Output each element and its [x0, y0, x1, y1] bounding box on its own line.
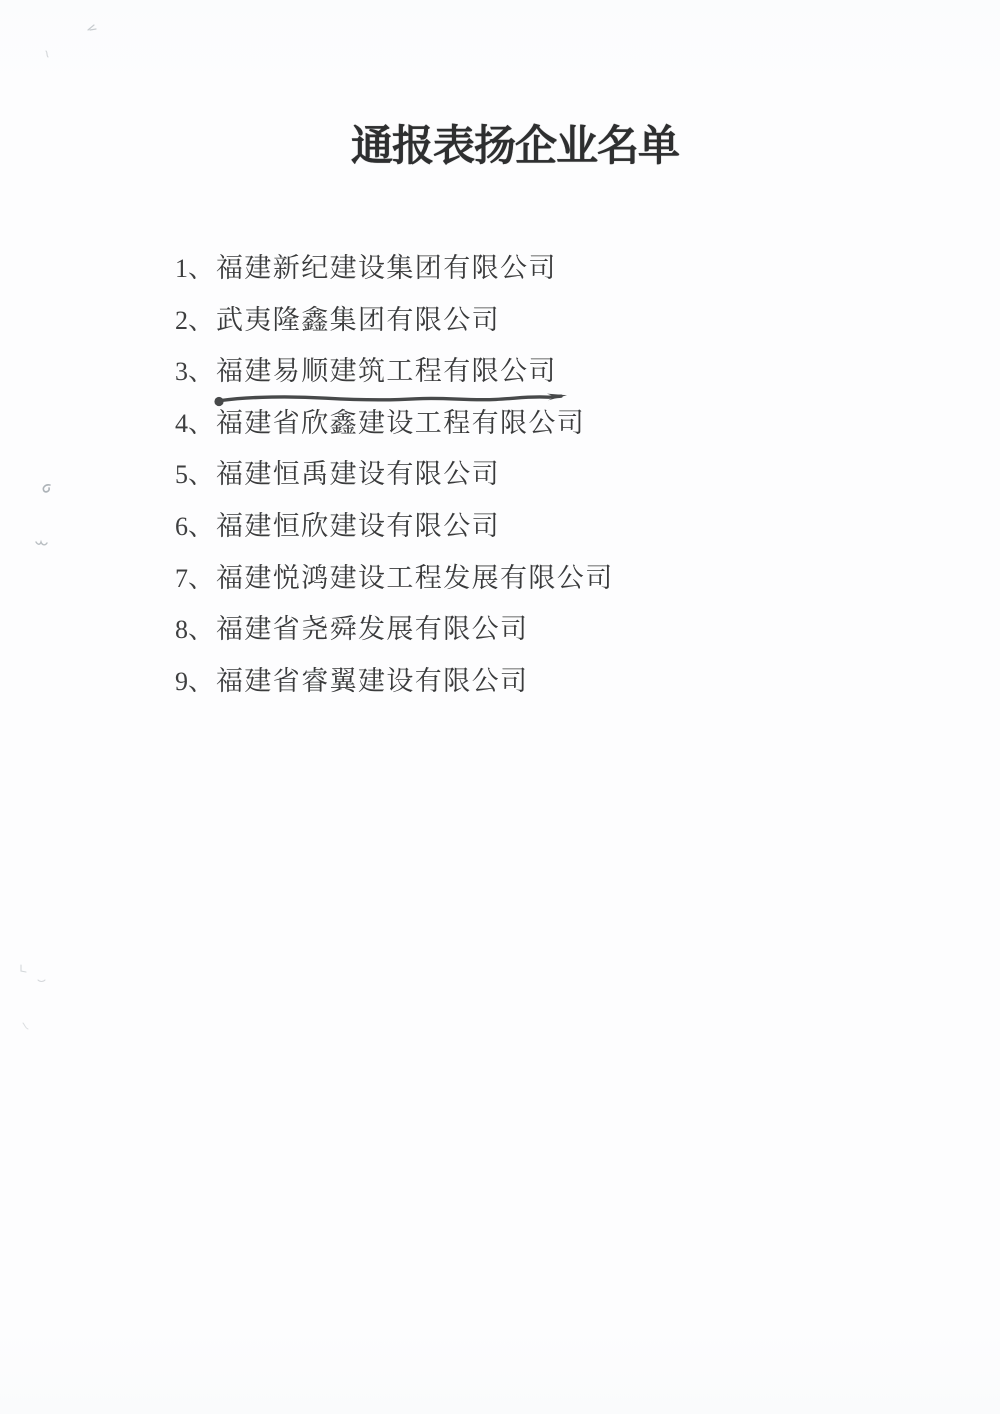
- company-name: 福建新纪建设集团有限公司: [216, 253, 557, 283]
- list-item: [175, 510, 614, 565]
- company-name: 福建悦鸿建设工程发展有限公司: [216, 562, 614, 593]
- company-name: 福建省尧舜发展有限公司: [216, 614, 529, 645]
- hand-drawn-underline: [211, 390, 573, 408]
- company-name: 福建省欣鑫建设工程有限公司: [216, 407, 586, 438]
- company-name: 福建恒欣建设有限公司: [216, 510, 500, 541]
- item-number: 2、: [175, 305, 215, 335]
- company-name: 福建易顺建筑工程有限公司: [216, 356, 557, 387]
- scan-speck: [18, 963, 30, 975]
- scan-speck: [38, 482, 56, 498]
- company-name: 福建恒禹建设有限公司: [216, 459, 500, 490]
- list-item: [175, 461, 614, 513]
- list-item: [175, 255, 614, 307]
- company-name: 福建省睿翼建设有限公司: [216, 665, 529, 696]
- item-number: 6、: [175, 511, 215, 541]
- list-item: [175, 562, 614, 617]
- list-item: [175, 407, 614, 462]
- list-item: [175, 304, 614, 359]
- item-number: 1、: [175, 254, 215, 283]
- company-name: 武夷隆鑫集团有限公司: [216, 304, 500, 335]
- item-number: 8、: [175, 615, 215, 645]
- scan-speck: [34, 538, 50, 550]
- item-number: 5、: [175, 460, 215, 490]
- item-number: 7、: [175, 563, 215, 593]
- scan-speck: [86, 22, 100, 34]
- company-list: [175, 255, 614, 719]
- page-title: 通报表扬企业名单: [350, 124, 679, 170]
- scan-speck: [20, 1020, 32, 1032]
- list-item: [175, 616, 614, 668]
- list-item: [175, 665, 614, 720]
- item-number: 3、: [175, 357, 215, 387]
- scan-speck: [43, 49, 53, 59]
- item-number: 4、: [175, 408, 215, 438]
- scan-speck: [36, 976, 48, 986]
- item-number: 9、: [175, 666, 215, 696]
- list-item: [175, 358, 614, 410]
